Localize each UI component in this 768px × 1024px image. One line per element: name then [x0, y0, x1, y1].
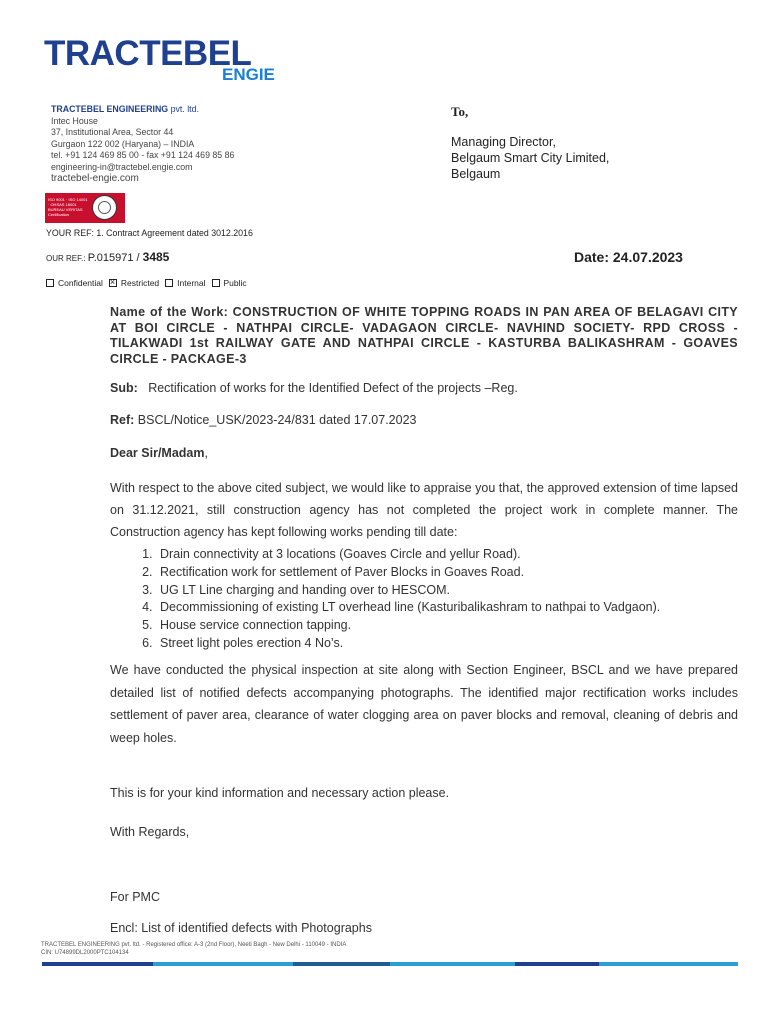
engie-logo: ENGIE: [222, 65, 275, 84]
internal-checkbox[interactable]: [165, 279, 173, 287]
list-item: 3. UG LT Line charging and handing over to HESCOM.: [156, 582, 760, 600]
inspection-paragraph: We have conducted the physical inspection at site along with Section Engineer, BSCL and we have prepared detailed list of notified defects accompanying photographs. The identified major rectification works includes settlement of paver area, clearance of water clogging area on paver blocks and removal, cleaning of debris and weep holes.: [110, 663, 738, 745]
enclosure-line: Encl: List of identified defects with Photographs: [110, 921, 372, 935]
website-line: tractebel-engie.com: [51, 173, 139, 184]
footer-registered-office: TRACTEBEL ENGINEERING pvt. ltd. - Registered office: A-3 (2nd Floor), Neeti Bagh - New Delhi - 110049 - INDIA: [41, 942, 347, 948]
address-line: Intec House: [51, 115, 98, 126]
certification-badge: [45, 193, 125, 223]
intro-paragraph: With respect to the above cited subject, we would like to appraise you that, the approved extension of time lapsed on 31.12.2021, still construction agency has not completed the project work in complete manner. The Construction agency has kept following works pending till date:: [110, 481, 738, 539]
confidential-label: Confidential: [58, 278, 103, 288]
addressee-line: Belgaum Smart City Limited,: [451, 151, 610, 165]
address-line: Gurgaon 122 002 (Haryana) – INDIA: [51, 138, 195, 149]
signatory: For PMC: [110, 890, 160, 904]
restricted-label: Restricted: [120, 278, 160, 288]
reference-line: Ref: BSCL/Notice_USK/2023-24/831 dated 17.07.2023: [110, 413, 417, 427]
public-label: Public: [223, 278, 247, 288]
email-line: engineering-in@tractebel.engie.com: [51, 161, 193, 172]
info-line: This is for your kind information and necessary action please.: [110, 786, 450, 800]
addressee-block: [451, 104, 609, 182]
addressee-line: Managing Director,: [451, 135, 556, 149]
certification-text: ISO 9001 · ISO 14001 · OHSAS 18001 BUREAU VERITAS Certification: [48, 197, 88, 217]
tractebel-logo: TRACTEBEL: [44, 34, 252, 73]
public-checkbox[interactable]: [212, 279, 220, 287]
pending-works-list: [134, 546, 760, 653]
addressee-line: Belgaum: [451, 167, 501, 181]
closing-line: With Regards,: [110, 825, 190, 839]
list-item: 2. Rectification work for settlement of Paver Blocks in Goaves Road.: [156, 564, 760, 582]
work-title: Name of the Work: CONSTRUCTION OF WHITE TOPPING ROADS IN PAN AREA OF BELAGAVI CITY AT BOI CIRCLE - NATHPAI CIRCLE- VADAGAON CIRCLE- NAVHIND SOCIETY- RPD CROSS - TILAKWADI 1st RAILWAY GATE AND NATHPAI CIRCLE - KASTURBA BALIKASHRAM - GOAVES CIRCLE - PACKAGE-3: [110, 305, 738, 366]
footer-color-bar: [42, 962, 738, 966]
our-reference: OUR REF.: P.015971 / 3485: [46, 250, 170, 264]
address-line: 37, Institutional Area, Sector 44: [51, 127, 174, 137]
salutation: Dear Sir/Madam,: [110, 446, 208, 460]
list-item: 6. Street light poles erection 4 No’s.: [156, 635, 760, 653]
your-reference: YOUR REF: 1. Contract Agreement dated 3012.2016: [46, 228, 253, 238]
internal-label: Internal: [177, 278, 206, 288]
company-address: [51, 104, 351, 185]
list-item: 4. Decommissioning of existing LT overhead line (Kasturibalikashram to nathpai to Vadgaon).: [156, 599, 760, 617]
bureau-veritas-seal-icon: [92, 195, 117, 220]
confidential-checkbox[interactable]: [46, 279, 54, 287]
footer-cin: CIN: U74899DL2000PTC104134: [41, 950, 129, 956]
letter-date: Date: 24.07.2023: [574, 249, 683, 265]
list-item: 1. Drain connectivity at 3 locations (Goaves Circle and yellur Road).: [156, 546, 760, 564]
footer: [41, 941, 346, 957]
subject-line: Sub: Rectification of works for the Identified Defect of the projects –Reg.: [110, 381, 518, 395]
to-label: To,: [451, 104, 469, 119]
restricted-checkbox[interactable]: [109, 279, 117, 287]
list-item: 5. House service connection tapping.: [156, 617, 760, 635]
company-name: TRACTEBEL ENGINEERING pvt. ltd.: [51, 104, 199, 114]
phone-line: tel. +91 124 469 85 00 - fax +91 124 469 85 86: [51, 150, 235, 160]
classification-options: [46, 278, 251, 288]
